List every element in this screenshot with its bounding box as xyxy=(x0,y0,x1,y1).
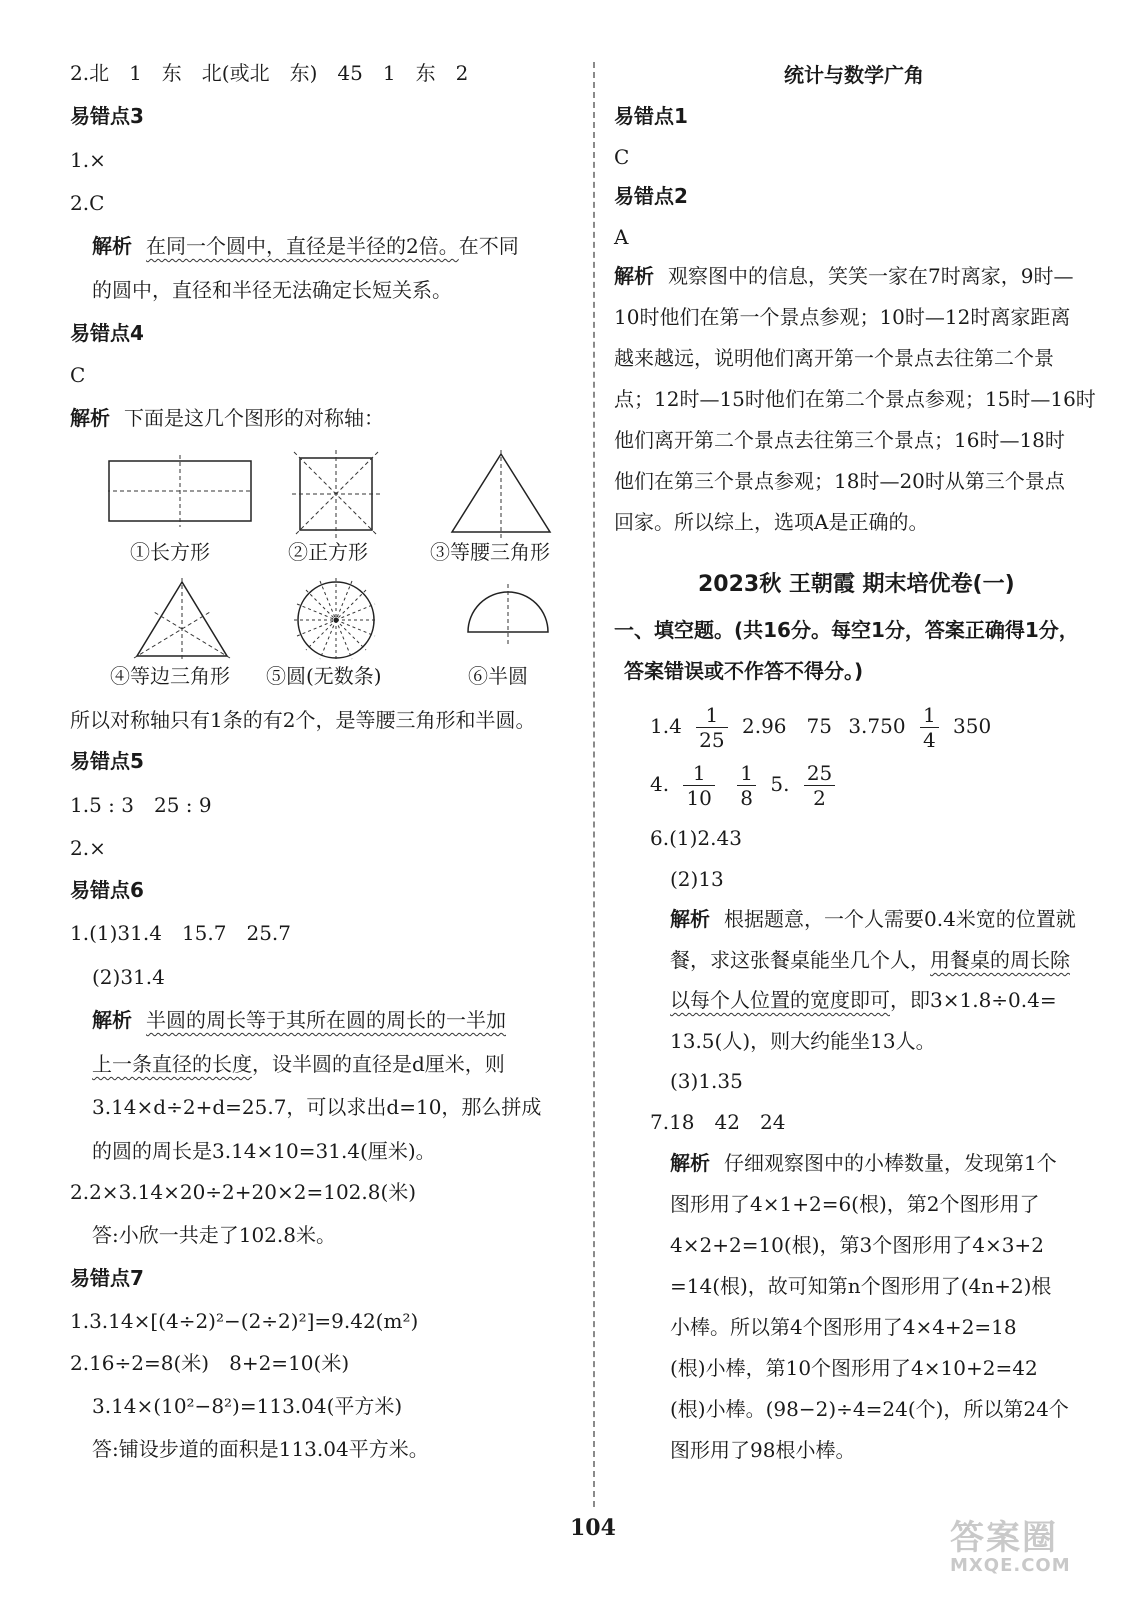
numerator: 1 xyxy=(920,703,939,728)
fraction xyxy=(920,703,939,752)
explanation-line: 3.14×d÷2+d=25.7，可以求出d=10，那么拼成 xyxy=(92,1095,542,1119)
explanation-line xyxy=(670,904,1076,934)
answer-line: 7.18 42 24 xyxy=(650,1110,786,1134)
explanation-line: 13.5(人)，则大约能坐13人。 xyxy=(670,1029,936,1053)
watermark xyxy=(950,1510,1071,1576)
denominator: 25 xyxy=(699,728,725,752)
page-number: 104 xyxy=(570,1515,616,1541)
explanation-line: (根)小棒。(98−2)÷4=24(个)，所以第24个 xyxy=(670,1397,1069,1421)
analysis-tag: 解析 xyxy=(92,1008,132,1032)
watermark-text: 答案圈 xyxy=(950,1518,1058,1558)
exam-title: 2023秋 王朝霞 期末培优卷(一) xyxy=(698,572,1015,597)
analysis-tag: 解析 xyxy=(670,907,710,931)
equilateral-triangle-figure xyxy=(132,578,232,660)
explanation-text: 下面是这几个图形的对称轴： xyxy=(124,406,384,430)
answer-line: C xyxy=(614,145,630,169)
section-heading: 易错点1 xyxy=(614,104,688,128)
figure-caption: ⑤圆(无数条) xyxy=(266,664,382,688)
answer-line: 答:小欣一共走了102.8米。 xyxy=(92,1223,336,1247)
square-symmetry-figure xyxy=(290,448,382,540)
explanation-line: 越来越远，说明他们离开第一个景点去往第二个景 xyxy=(614,346,1054,370)
denominator: 2 xyxy=(813,786,826,810)
explanation-line xyxy=(614,261,1073,291)
rectangle-symmetry-figure xyxy=(108,455,252,527)
explanation-line xyxy=(92,1049,505,1079)
emphasis-text: 以每个人位置的宽度即可 xyxy=(670,988,890,1012)
emphasis-text: 上一条直径的长度 xyxy=(92,1052,252,1076)
numerator: 25 xyxy=(804,761,835,786)
explanation-line xyxy=(92,1005,506,1035)
section-heading: 易错点3 xyxy=(70,104,144,128)
answer-line xyxy=(650,760,843,810)
section-heading: 易错点6 xyxy=(70,878,144,902)
numerator: 1 xyxy=(696,703,727,728)
emphasis-text: 半圆的周长等于其所在圆的周长的一半加 xyxy=(146,1008,506,1032)
section-heading: 易错点2 xyxy=(614,184,688,208)
column-divider xyxy=(593,62,595,1507)
answer-text: 2.96 75 xyxy=(741,714,832,738)
answer-line: 1.5 : 3 25 : 9 xyxy=(70,793,212,817)
analysis-tag: 解析 xyxy=(670,1151,710,1175)
section-heading: 易错点4 xyxy=(70,321,144,345)
answer-line: C xyxy=(70,363,86,387)
section-heading: 易错点5 xyxy=(70,749,144,773)
answer-line: 答:铺设步道的面积是113.04平方米。 xyxy=(92,1437,429,1461)
answer-line: 2.× xyxy=(70,836,106,860)
figure-caption: ④等边三角形 xyxy=(110,664,230,688)
answer-text: 5. xyxy=(770,772,790,796)
answer-line: 2.北 1 东 北(或北 东) 45 1 东 2 xyxy=(70,61,469,85)
explanation-line xyxy=(670,945,1070,975)
answer-text: 3.750 xyxy=(848,714,906,738)
answer-line: (2)31.4 xyxy=(92,965,165,989)
denominator: 4 xyxy=(922,728,936,752)
explanation-text: ，设半圆的直径是d厘米，则 xyxy=(252,1052,505,1076)
denominator: 8 xyxy=(740,786,753,810)
explanation-line: =14(根)，故可知第n个图形用了(4n+2)根 xyxy=(670,1274,1052,1298)
answer-line: 2.16÷2=8(米) 8+2=10(米) xyxy=(70,1351,350,1375)
explanation-text: 在不同 xyxy=(458,234,519,258)
explanation-line: 的圆中，直径和半径无法确定长短关系。 xyxy=(92,278,452,302)
explanation-line xyxy=(670,985,1057,1015)
answer-line: 1.(1)31.4 15.7 25.7 xyxy=(70,921,292,945)
answer-line: (2)13 xyxy=(670,867,724,891)
semicircle-figure xyxy=(462,584,554,648)
explanation-text: ，即3×1.8÷0.4= xyxy=(890,988,1057,1012)
answer-line xyxy=(650,702,991,752)
figure-caption: ①长方形 xyxy=(130,540,210,564)
section-heading: 一、填空题。(共16分。每空1分，答案正确得1分， xyxy=(614,618,1079,642)
denominator: 10 xyxy=(686,786,712,810)
answer-line: 3.14×(10²−8²)=113.04(平方米) xyxy=(92,1394,403,1418)
explanation-line: 的圆的周长是3.14×10=31.4(厘米)。 xyxy=(92,1139,436,1163)
fraction xyxy=(804,761,835,810)
explanation-text: 根据题意，一个人需要0.4米宽的位置就 xyxy=(724,907,1076,931)
explanation-line: 所以对称轴只有1条的有2个，是等腰三角形和半圆。 xyxy=(70,708,536,732)
explanation-line xyxy=(70,403,384,433)
chapter-title: 统计与数学广角 xyxy=(784,63,924,87)
answer-text: 1.4 xyxy=(650,714,682,738)
explanation-line: 他们在第三个景点参观；18时—20时从第三个景点 xyxy=(614,469,1065,493)
figure-caption: ②正方形 xyxy=(288,540,368,564)
isosceles-triangle-figure xyxy=(448,450,554,538)
explanation-line: 图形用了98根小棒。 xyxy=(670,1438,856,1462)
answer-line: 6.(1)2.43 xyxy=(650,826,742,850)
numerator: 1 xyxy=(683,761,714,786)
watermark-url: MXQE.COM xyxy=(950,1555,1071,1576)
explanation-text: 餐，求这张餐桌能坐几个人， xyxy=(670,948,930,972)
emphasis-text: 在同一个圆中，直径是半径的2倍。 xyxy=(146,234,459,258)
answer-line: 2.C xyxy=(70,191,105,215)
explanation-line: 点；12时—15时他们在第二个景点参观；15时—16时 xyxy=(614,387,1096,411)
circle-symmetry-figure xyxy=(292,576,380,664)
explanation-line: 图形用了4×1+2=6(根)，第2个图形用了 xyxy=(670,1192,1040,1216)
fraction xyxy=(683,761,714,810)
section-heading: 答案错误或不作答不得分。) xyxy=(624,659,864,683)
figure-caption: ③等腰三角形 xyxy=(430,540,550,564)
explanation-line: 10时他们在第一个景点参观；10时—12时离家距离 xyxy=(614,305,1071,329)
explanation-text: 仔细观察图中的小棒数量，发现第1个 xyxy=(724,1151,1057,1175)
explanation-text: 观察图中的信息，笑笑一家在7时离家，9时— xyxy=(668,264,1074,288)
answer-line: (3)1.35 xyxy=(670,1069,743,1093)
explanation-line: (根)小棒，第10个图形用了4×10+2=42 xyxy=(670,1356,1038,1380)
section-heading: 易错点7 xyxy=(70,1266,144,1290)
explanation-line: 小棒。所以第4个图形用了4×4+2=18 xyxy=(670,1315,1017,1339)
analysis-tag: 解析 xyxy=(614,264,654,288)
explanation-line xyxy=(670,1148,1057,1178)
answer-text: 350 xyxy=(953,714,992,738)
emphasis-text: 用餐桌的周长除 xyxy=(930,948,1070,972)
numerator: 1 xyxy=(737,761,756,786)
figure-caption: ⑥半圆 xyxy=(468,664,528,688)
answer-line: A xyxy=(614,225,629,249)
analysis-tag: 解析 xyxy=(70,406,110,430)
explanation-line: 回家。所以综上，选项A是正确的。 xyxy=(614,510,929,534)
explanation-line xyxy=(92,231,519,261)
explanation-line: 4×2+2=10(根)，第3个图形用了4×3+2 xyxy=(670,1233,1044,1257)
answer-line: 1.× xyxy=(70,148,106,172)
answer-line: 1.3.14×[(4÷2)²−(2÷2)²]=9.42(m²) xyxy=(70,1309,419,1333)
explanation-line: 他们离开第二个景点去往第三个景点；16时—18时 xyxy=(614,428,1065,452)
answer-line: 2.2×3.14×20÷2+20×2=102.8(米) xyxy=(70,1180,417,1204)
analysis-tag: 解析 xyxy=(92,234,132,258)
fraction xyxy=(696,703,727,752)
answer-text: 4. xyxy=(650,772,670,796)
fraction xyxy=(737,761,756,810)
